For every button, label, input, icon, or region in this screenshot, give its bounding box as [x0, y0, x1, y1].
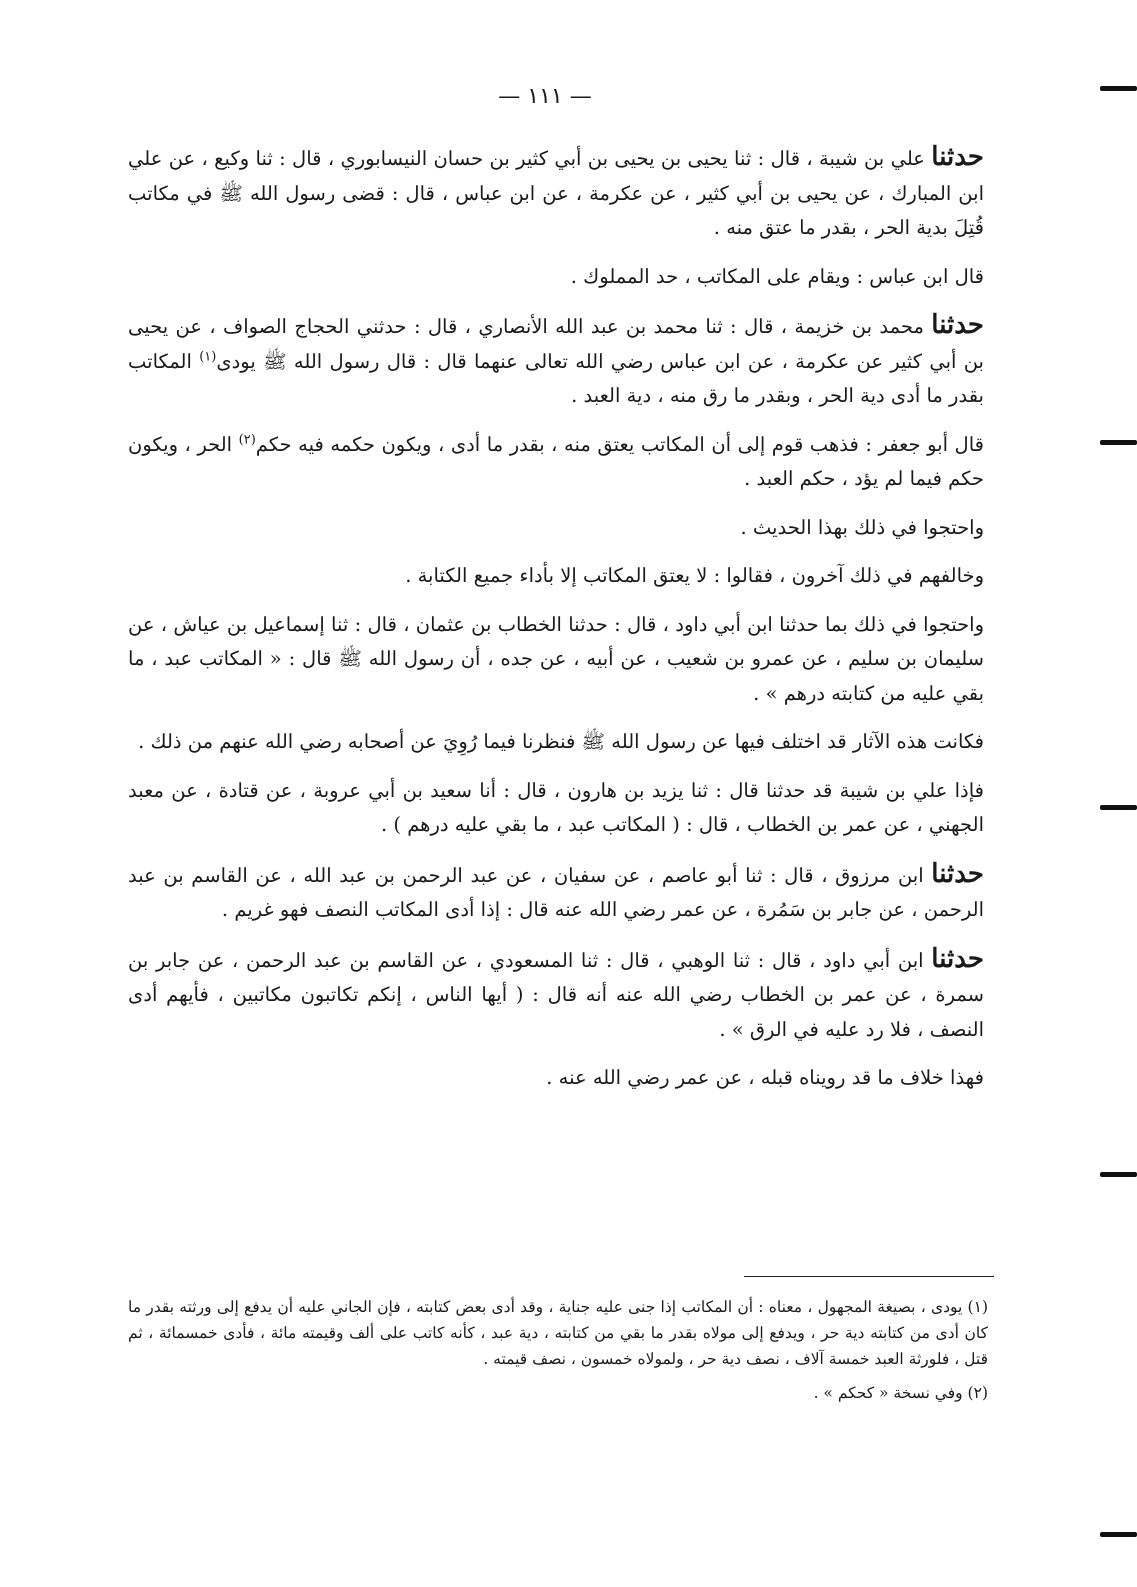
paragraph-text: قال أبو جعفر : فذهب قوم إلى أن المكاتب يعتق منه ، بقدر ما أدى ، ويكون حكمه فيه حكم: [255, 432, 984, 456]
main-text: [128, 140, 984, 1110]
paragraph-10: [128, 857, 984, 928]
page-number: — ١١١ —: [498, 84, 592, 109]
footnote-divider: [744, 1276, 994, 1277]
paragraph-text: محمد بن خزيمة ، قال : ثنا محمد بن عبد الله الأنصاري ، قال : حدثني الحجاج الصواف ، عن يحيى بن أبي كثير عن عكرمة ، عن ابن عباس رضي الله تعالى عنهما قال : قال رسول الله ﷺ يودى: [128, 315, 984, 373]
scan-edge-mark: [1100, 86, 1137, 91]
paragraph-2: [128, 260, 984, 295]
paragraph-text: واحتجوا في ذلك بما حدثنا ابن أبي داود ، قال : حدثنا الخطاب بن عثمان ، قال : ثنا إسماعيل بن عياش ، عن سليمان بن سليم ، عن عمرو بن شعيب ، عن أبيه ، عن جده ، أن رسول الله ﷺ قال : « المكاتب عبد ، ما بقي عليه من كتابته درهم » .: [128, 612, 984, 705]
hadith-keyword: حدثنا: [931, 142, 984, 172]
hadith-keyword: حدثنا: [931, 858, 984, 889]
paragraph-text: ابن مرزوق ، قال : ثنا أبو عاصم ، عن سفيان ، عن عبد الرحمن بن عبد الله ، عن القاسم بن عبد الرحمن ، عن جابر بن سَمُرة ، عن عمر رضي الله عنه قال : إذا أدى المكاتب النصف فهو غريم .: [128, 863, 984, 921]
paragraph-text: قال ابن عباس : ويقام على المكاتب ، حد المملوك .: [570, 264, 984, 288]
scan-edge-mark: [1100, 805, 1137, 810]
paragraph-5: [128, 511, 984, 546]
scan-edge-mark: [1100, 440, 1137, 445]
paragraph-text: ابن أبي داود ، قال : ثنا الوهبي ، قال : ثنا المسعودي ، عن القاسم بن عبد الرحمن ، عن جابر بن سمرة ، عن عمر بن الخطاب رضي الله عنه أنه قال : ( أيها الناس ، إنكم تكاتبون مكاتبين ، فأيهم أدى النصف ، فلا رد عليه في الرق » .: [128, 948, 984, 1041]
paragraph-8: [128, 725, 984, 760]
paragraph-3: [128, 308, 984, 414]
paragraph-text: فإذا علي بن شيبة قد حدثنا قال : ثنا يزيد بن هارون ، قال : أنا سعيد بن أبي عروبة ، عن قتادة ، عن معبد الجهني ، عن عمر بن الخطاب ، قال : ( المكاتب عبد ، ما بقي عليه درهم ) .: [128, 778, 984, 836]
paragraph-1: [128, 140, 984, 246]
paragraph-text: فهذا خلاف ما قد رويناه قبله ، عن عمر رضي الله عنه .: [546, 1066, 984, 1089]
paragraph-text: المكاتب بقدر ما أدى دية الحر ، وبقدر ما رق منه ، دية العبد .: [128, 349, 984, 407]
hadith-keyword: حدثنا: [931, 943, 984, 974]
paragraph-9: [128, 774, 984, 843]
paragraph-11: [128, 942, 984, 1048]
paragraph-text: الحر ، ويكون حكم فيما لم يؤد ، حكم العبد .: [128, 432, 984, 490]
scan-edge-mark: [1100, 1172, 1137, 1177]
paragraph-4: [128, 428, 984, 497]
paragraph-12: [128, 1061, 984, 1096]
footnote-1: (١) يودى ، بصيغة المجهول ، معناه : أن المكاتب إذا جنى عليه جناية ، وقد أدى بعض كتابته ، فإن الجاني عليه أن يدفع إلى ورثته بقدر ما كان أدى من كتابته دية حر ، ويدفع إلى مولاه بقدر ما بقي من كتابته ، دية عبد ، كأنه كاتب على ألف وقيمته مائة ، فأدى خمسمائة ، ثم قتل ، فلورثة العبد خمسة آلاف ، نصف دية حر ، ولمولاه خمسون ، نصف قيمته .: [128, 1298, 988, 1368]
paragraph-7: [128, 608, 984, 712]
paragraph-6: [128, 559, 984, 594]
paragraph-text: علي بن شيبة ، قال : ثنا يحيى بن يحيى بن أبي كثير بن حسان النيسابوري ، قال : ثنا وكيع ، عن علي ابن المبارك ، عن يحيى بن أبي كثير ، عن عكرمة ، عن ابن عباس ، قال : قضى رسول الله ﷺ في مكاتب قُتِلَ بدية الحر ، بقدر ما عتق منه .: [128, 147, 984, 239]
footnote-ref: (١): [199, 349, 217, 364]
hadith-keyword: حدثنا: [931, 310, 984, 340]
footnote-2: (٢) وفي نسخة « كحكم » .: [813, 1384, 988, 1402]
paragraph-text: واحتجوا في ذلك بهذا الحديث .: [740, 515, 984, 539]
paragraph-text: فكانت هذه الآثار قد اختلف فيها عن رسول الله ﷺ فنظرنا فيما رُوِيَ عن أصحابه رضي الله عنهم من ذلك .: [138, 730, 984, 753]
footnotes: [128, 1294, 988, 1414]
footnote-ref: (٢): [238, 432, 256, 447]
scan-edge-mark: [1100, 1532, 1137, 1537]
paragraph-text: وخالفهم في ذلك آخرون ، فقالوا : لا يعتق المكاتب إلا بأداء جميع الكتابة .: [405, 564, 984, 587]
